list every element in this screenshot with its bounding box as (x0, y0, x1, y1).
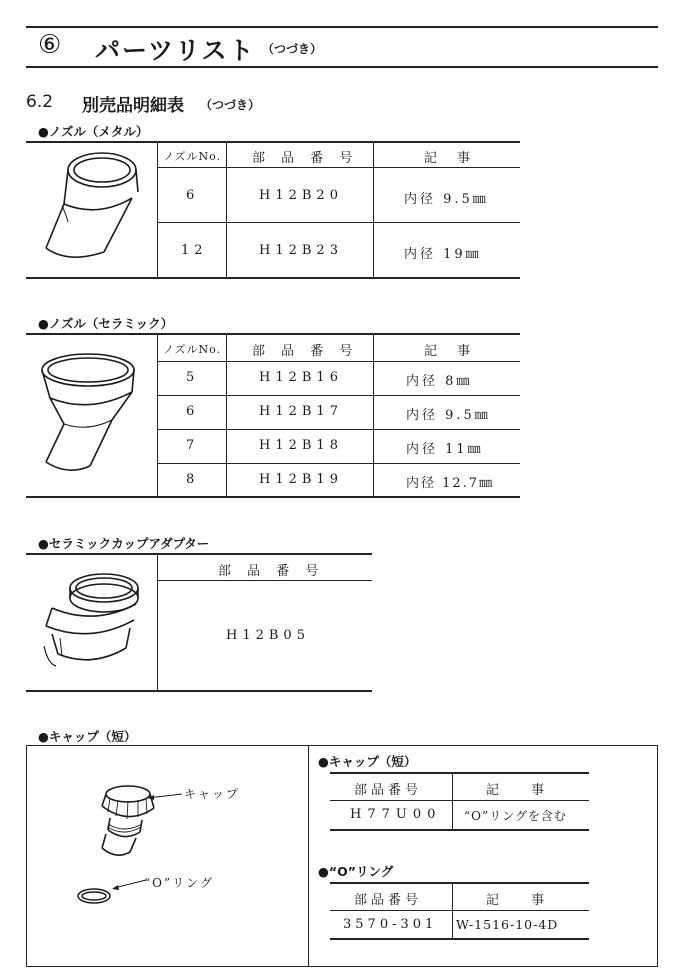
adapter-header-rule (157, 580, 372, 581)
page-title: パーツリスト (95, 36, 256, 65)
header-bottom-rule (26, 66, 658, 68)
cap-table-col-rule (452, 772, 453, 830)
metal-bottom-rule (26, 277, 520, 279)
metal-row-2-part: H12B23 (259, 243, 343, 258)
ceramic-row-4-no: 8 (186, 472, 200, 487)
ceramic-row-1-note: 内径 8㎜ (406, 374, 473, 389)
cap-table-note: “O”リングを含む (464, 809, 567, 823)
section-suffix: （つづき） (200, 98, 261, 112)
ceramic-nozzle-illustration (40, 350, 150, 480)
cap-table-header-rule (330, 800, 589, 801)
oring-table-part: 3570-301 (343, 917, 438, 932)
adapter-part: H12B05 (226, 628, 310, 643)
page-title-suffix: （つづき） (262, 42, 323, 56)
metal-col-rule-2 (226, 141, 227, 278)
cap-table-title: ●キャップ（短） (318, 754, 417, 769)
cap-table-part: H77U00 (350, 807, 442, 822)
metal-row-1-part: H12B20 (259, 188, 343, 203)
ceramic-row-1-no: 5 (186, 370, 200, 385)
header-top-rule (26, 26, 658, 28)
metal-col-rule-1 (157, 141, 158, 278)
adapter-top-rule (26, 553, 372, 555)
section-number: 6.2 (26, 92, 54, 112)
header-number: ⑥ (38, 30, 62, 60)
metal-header-note: 記 事 (424, 151, 479, 166)
ceramic-header-part: 部 品 番 号 (252, 344, 359, 359)
ceramic-row-2-note: 内径 9.5㎜ (406, 408, 491, 423)
oring-table-header-part: 部品番号 (354, 893, 423, 908)
ceramic-header-rule (157, 361, 520, 362)
metal-header-part: 部 品 番 号 (252, 151, 359, 166)
metal-nozzle-illustration (38, 148, 148, 273)
metal-top-rule (26, 141, 520, 143)
metal-row-rule (157, 222, 520, 223)
oring-table-bottom-rule (330, 938, 589, 940)
cap-table-top-rule (330, 772, 589, 774)
ceramic-row-3-part: H12B18 (259, 438, 343, 453)
oring-table-note: W-1516-10-4D (456, 917, 559, 932)
ceramic-row-1-part: H12B16 (259, 370, 343, 385)
oring-table-header-rule (330, 910, 589, 911)
oring-leader-line (108, 878, 148, 892)
ceramic-col-rule-3 (373, 333, 374, 497)
oring-label: “O”リング (144, 876, 214, 890)
metal-header-rule (157, 167, 520, 168)
adapter-title: ●セラミックカップアダプター (38, 536, 210, 551)
ceramic-row-rule-1 (157, 395, 520, 396)
ceramic-row-3-no: 7 (186, 438, 200, 453)
metal-row-1-no: 6 (186, 188, 200, 203)
adapter-col-rule (157, 553, 158, 691)
ceramic-row-4-note: 内径 12.7㎜ (406, 476, 495, 491)
cap-frame-divider (308, 745, 309, 967)
ceramic-header-note: 記 事 (424, 344, 479, 359)
adapter-illustration (40, 568, 145, 676)
section-title: 別売品明細表 (82, 96, 184, 116)
metal-col-rule-3 (373, 141, 374, 278)
oring-table-top-rule (330, 882, 589, 884)
cap-leader-line (144, 790, 184, 804)
oring-table-title: ●“O”リング (318, 864, 394, 879)
metal-header-no: ノズルNo. (163, 150, 222, 163)
ceramic-bottom-rule (26, 496, 520, 498)
ceramic-row-rule-2 (157, 429, 520, 430)
metal-row-2-no: 12 (181, 243, 208, 258)
metal-nozzle-title: ●ノズル（メタル） (38, 124, 149, 139)
ceramic-row-2-part: H12B17 (259, 404, 343, 419)
oring-table-col-rule (452, 882, 453, 939)
metal-row-1-note: 内径 9.5㎜ (404, 192, 489, 207)
cap-section-title: ●キャップ（短） (38, 729, 137, 744)
metal-row-2-note: 内径 19㎜ (404, 247, 482, 262)
adapter-header-part: 部 品 番 号 (218, 564, 325, 579)
ceramic-col-rule-2 (226, 333, 227, 497)
ceramic-row-rule-3 (157, 463, 520, 464)
ceramic-row-4-part: H12B19 (259, 472, 343, 487)
oring-table-header-note: 記 事 (486, 893, 559, 908)
ceramic-row-3-note: 内径 11㎜ (406, 442, 484, 457)
adapter-bottom-rule (26, 690, 372, 692)
cap-table-header-note: 記 事 (486, 783, 559, 798)
ceramic-header-no: ノズルNo. (163, 343, 222, 356)
ceramic-nozzle-title: ●ノズル（セラミック） (38, 316, 174, 331)
ceramic-col-rule-1 (157, 333, 158, 497)
cap-table-bottom-rule (330, 829, 589, 831)
cap-table-header-part: 部品番号 (354, 783, 423, 798)
ceramic-top-rule (26, 333, 520, 335)
ceramic-row-2-no: 6 (186, 404, 200, 419)
cap-label: キャップ (184, 787, 241, 801)
